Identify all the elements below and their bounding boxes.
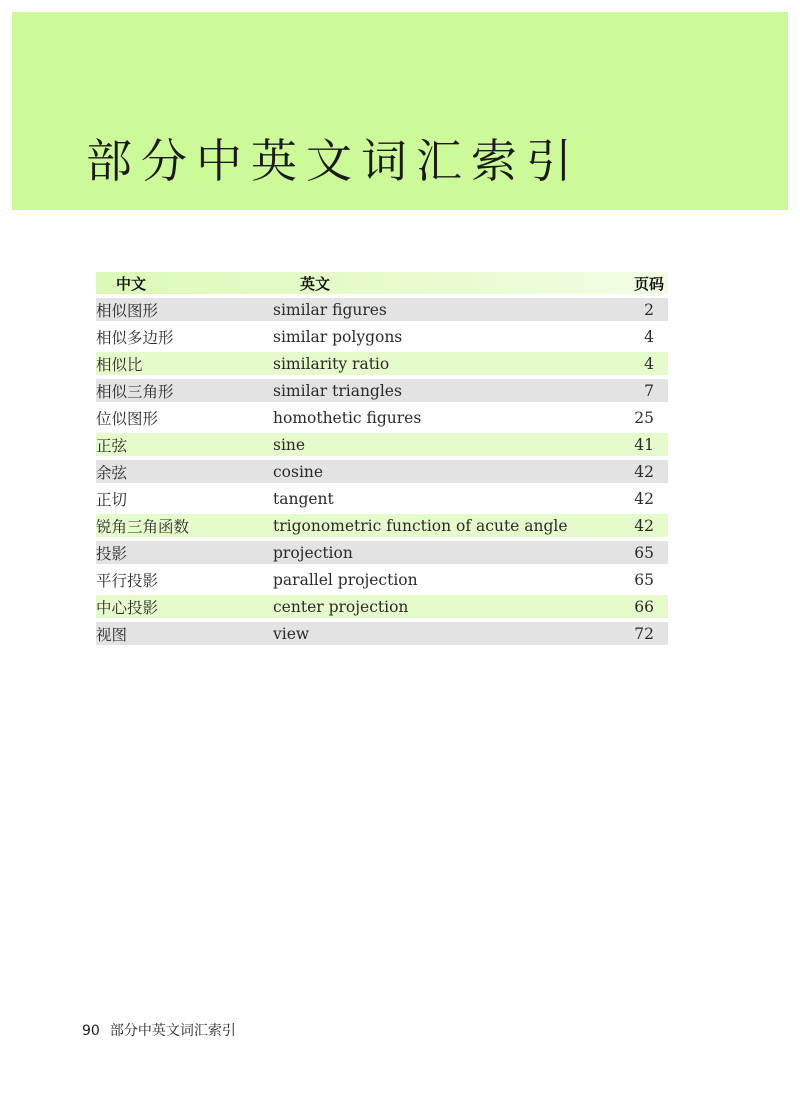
footer-section-title: 部分中英文词汇索引 <box>109 1023 236 1039</box>
term-page: 25 <box>634 408 654 427</box>
term-chinese: 相似比 <box>96 355 143 374</box>
term-english: sine <box>273 435 306 454</box>
term-english: parallel projection <box>273 570 418 589</box>
term-english: similar polygons <box>273 327 403 346</box>
term-chinese: 平行投影 <box>96 571 159 590</box>
term-english: view <box>273 624 310 643</box>
table-body <box>96 298 668 645</box>
table-row <box>96 622 668 645</box>
term-page: 4 <box>644 354 654 373</box>
page-title: 部分中英文词汇索引 <box>86 134 581 188</box>
term-chinese: 相似图形 <box>96 301 159 320</box>
term-chinese: 正弦 <box>96 436 128 455</box>
table-row <box>96 325 668 348</box>
term-page: 4 <box>644 327 654 346</box>
table-row <box>96 298 668 321</box>
term-chinese: 视图 <box>96 625 128 644</box>
term-page: 42 <box>634 516 654 535</box>
term-page: 72 <box>634 624 654 643</box>
table-row <box>96 487 668 510</box>
term-page: 65 <box>634 543 654 562</box>
page-footer <box>82 1020 236 1040</box>
term-english: similar figures <box>273 300 387 319</box>
term-page: 41 <box>634 435 654 454</box>
term-english: similar triangles <box>273 381 402 400</box>
term-english: similarity ratio <box>273 354 390 373</box>
term-chinese: 位似图形 <box>96 409 159 428</box>
header-chinese: 中文 <box>116 274 147 293</box>
table-row <box>96 460 668 483</box>
term-chinese: 相似三角形 <box>96 382 174 401</box>
term-page: 2 <box>644 300 654 319</box>
table-row <box>96 568 668 591</box>
table-row <box>96 352 668 375</box>
term-english: projection <box>273 543 353 562</box>
term-english: homothetic figures <box>273 408 422 427</box>
term-page: 42 <box>634 489 654 508</box>
term-english: cosine <box>273 462 324 481</box>
header-page: 页码 <box>633 274 664 293</box>
table-row <box>96 595 668 618</box>
term-english: center projection <box>273 597 409 616</box>
footer-page-number: 90 <box>82 1023 100 1039</box>
term-page: 66 <box>634 597 654 616</box>
term-chinese: 余弦 <box>96 463 128 482</box>
table-row <box>96 379 668 402</box>
term-chinese: 投影 <box>96 544 128 563</box>
term-page: 65 <box>634 570 654 589</box>
term-chinese: 相似多边形 <box>96 328 174 347</box>
table-row <box>96 514 668 537</box>
table-row <box>96 406 668 429</box>
table-row <box>96 541 668 564</box>
term-chinese: 锐角三角函数 <box>96 517 190 536</box>
table-header <box>96 272 668 294</box>
table-row <box>96 433 668 456</box>
term-page: 42 <box>634 462 654 481</box>
header-english: 英文 <box>300 274 331 293</box>
glossary-table <box>96 272 668 645</box>
term-chinese: 正切 <box>96 490 128 509</box>
term-english: tangent <box>273 489 334 508</box>
term-english: trigonometric function of acute angle <box>273 516 568 535</box>
term-page: 7 <box>644 381 654 400</box>
term-chinese: 中心投影 <box>96 598 159 617</box>
